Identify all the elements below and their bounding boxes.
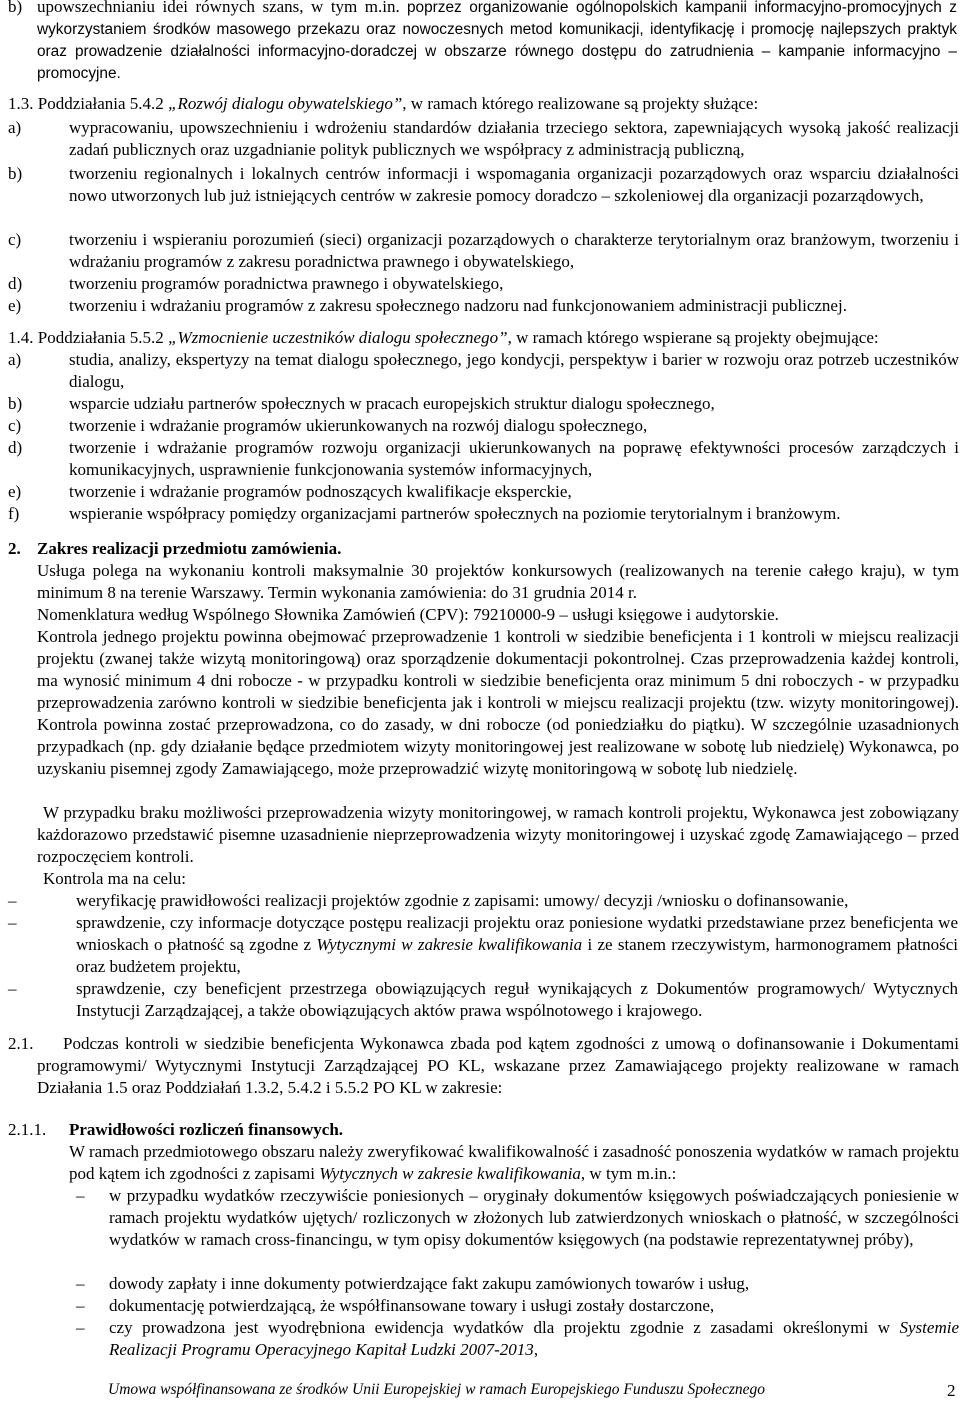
list-item: tworzeniu i wdrażaniu programów z zakresu społecznego nadzoru nad funkcjonowaniem administracji publicznej. <box>69 296 847 315</box>
dash-bullet: – <box>8 913 17 932</box>
section-tail: , w ramach którego realizowane są projekty służące: <box>402 94 759 113</box>
list-label: e) <box>8 296 22 315</box>
section-2-title: Zakres realizacji przedmiotu zamówienia. <box>37 539 342 558</box>
list-item: wspieranie współpracy pomiędzy organizacjami partnerów społecznych na poziomie terytorialnym i branżowym. <box>69 504 841 523</box>
dash-bullet: – <box>8 891 17 910</box>
paragraph <box>69 1141 959 1185</box>
list-item: wypracowaniu, upowszechnieniu i wdrożeniu standardów działania trzeciego sektora, zapewniających wysoką jakość realizacji zadań publicznych oraz uzgadnianie polityk publicznych we współpracy z administracją publiczną, <box>69 118 959 159</box>
section-lead: Poddziałania 5.5.2 <box>37 328 164 347</box>
list-label: c) <box>8 416 22 435</box>
section-number: 2.1.1. <box>8 1120 47 1139</box>
page-footer: Umowa współfinansowana ze środków Unii Europejskiej w ramach Europejskiego Funduszu Społecznego <box>108 1381 765 1398</box>
dash-bullet: – <box>8 979 17 998</box>
list-item: studia, analizy, ekspertyzy na temat dialogu społecznego, jego kondycji, perspektyw i barier w rozwoju oraz potrzeb uczestników dialogu, <box>69 350 959 391</box>
dash-bullet: – <box>76 1274 85 1293</box>
section-tail: , w ramach którego wspierane są projekty obejmujące: <box>507 328 879 347</box>
list-item-text: dokumentację potwierdzającą, że współfinansowane towary i usługi zostały dostarczone, <box>109 1296 715 1315</box>
paragraph: W przypadku braku możliwości przeprowadzenia wizyty monitoringowej, w ramach kontroli projektu, Wykonawca jest zobowiązany każdorazowo przedstawić pisemne uzasadnienie nieprzeprowadzenia wizyty monitoringowej i uzyskać zgodę Zamawiającego – przed rozpoczęciem kontroli. <box>37 803 959 866</box>
paragraph: Usługa polega na wykonaniu kontroli maksymalnie 30 projektów konkursowych (realizowanych na terenie całego kraju), w tym minimum 8 na terenie Warszawy. Termin wykonania zamówienia: do 31 grudnia 2014 r. <box>37 561 959 602</box>
list-item <box>109 1185 959 1251</box>
list-item-text: w przypadku wydatków rzeczywiście poniesionych – oryginały dokumentów księgowych poświadczających poniesienie w ramach projektu wydatków ujętych/ rozliczonych w złożonych lub zatwierdzonych wnioskach o płatność, w szczególności wydatków w ramach cross-financingu, w tym opisy dokumentów księgowych (na podstawie reprezentatywnej próby), <box>109 1186 959 1249</box>
list-item: tworzenie i wdrażanie programów rozwoju organizacji ukierunkowanych na poprawę efektywności procesów zarządczych i komunikacyjnych, usprawnienie funkcjonowania systemów informacyjnych, <box>69 438 959 479</box>
list-item-text: weryfikację prawidłowości realizacji projektów zgodnie z zapisami: umowy/ decyzji /wniosku o dofinansowanie, <box>76 891 849 910</box>
list-label: a) <box>8 350 22 369</box>
list-label: f) <box>8 504 20 523</box>
list-label: b) <box>8 164 23 183</box>
list-item: tworzenie i wdrażanie programów ukierunkowanych na rozwój dialogu społecznego, <box>69 416 648 435</box>
list-item: tworzeniu regionalnych i lokalnych centrów informacji i wspomagania organizacji pozarządowych oraz wsparciu działalności nowo utworzonych lub już istniejących centrów w zakresie pomocy doradczo – szkoleniowej dla organizacji pozarządowych, <box>69 164 959 205</box>
list-label: d) <box>8 274 23 293</box>
section-1-3-heading <box>8 93 958 115</box>
section-number: 2. <box>8 539 21 558</box>
dash-bullet: – <box>76 1296 85 1315</box>
section-title: „Rozwój dialogu obywatelskiego” <box>168 94 403 113</box>
dash-bullet: – <box>76 1186 85 1205</box>
list-item <box>76 890 958 912</box>
list-item-text: sprawdzenie, czy informacje dotyczące postępu realizacji projektu oraz poniesione wydatki przedstawiane przez beneficjenta we wnioskach o płatność są zgodne z <box>76 913 958 954</box>
section-2-1-1-title: Prawidłowości rozliczeń finansowych. <box>69 1120 344 1139</box>
list-item: tworzeniu i wspieraniu porozumień (sieci) organizacji pozarządowych o charakterze terytorialnym oraz branżowym, tworzeniu i wdrażaniu programów z zakresu poradnictwa prawnego i obywatelskiego, <box>69 230 959 271</box>
list-item <box>109 1273 959 1295</box>
section-title: „Wzmocnienie uczestników dialogu społecznego” <box>168 328 508 347</box>
list-item-italic: Systemie Realizacji Programu Operacyjnego Kapitał Ludzki 2007-2013 <box>109 1318 959 1359</box>
list-item-text: i ze stanem rzeczywistym, harmonogramem płatności oraz budżetem projektu, <box>76 935 958 976</box>
list-label: b) <box>8 0 23 16</box>
list-item-text: dowody zapłaty i inne dokumenty potwierdzające fakt zakupu zamówionych towarów i usług, <box>109 1274 750 1293</box>
paragraph-text: , w tym m.in.: <box>580 1164 677 1183</box>
paragraph: Podczas kontroli w siedzibie beneficjenta Wykonawca zbada pod kątem zgodności z umową o dofinansowanie i Dokumentami programowymi/ Wytycznymi Instytucji Zarządzającej PO KL, wskazane przez Zamawiającego projekty realizowane w ramach Działania 1.5 oraz Poddziałań 1.3.2, 5.4.2 i 5.5.2 PO KL w zakresie: <box>37 1034 959 1097</box>
list-item <box>76 912 958 978</box>
dash-bullet: – <box>76 1318 85 1337</box>
section-number: 1.3. <box>8 94 34 113</box>
intro-text: poprzez organizowanie ogólnopolskich kampanii informacyjno-promocyjnych z wykorzystaniem środków masowego przekazu oraz nowoczesnych metod komunikacji, identyfikację i promocję najlepszych praktyk oraz prowadzenie działalności informacyjno-doradczej w obszarze równego dostępu do zatrudnienia – kampanie informacyjno – promocyjne. <box>37 0 958 82</box>
list-item-text: , <box>533 1340 539 1359</box>
list-item: tworzeniu programów poradnictwa prawnego i obywatelskiego, <box>69 274 504 293</box>
section-number: 1.4. <box>8 328 34 347</box>
list-label: c) <box>8 230 22 249</box>
list-item <box>76 978 958 1022</box>
intro-paragraph <box>37 0 957 85</box>
page-number: 2 <box>947 1381 956 1400</box>
paragraph: Nomenklatura według Wspólnego Słownika Zamówień (CPV): 79210000-9 – usługi księgowe i audytorskie. <box>37 605 779 624</box>
list-item: wsparcie udziału partnerów społecznych w pracach europejskich struktur dialogu społecznego, <box>69 394 715 413</box>
paragraph-italic: Wytycznych w zakresie kwalifikowania <box>319 1164 581 1183</box>
paragraph: Kontrola ma na celu: <box>43 869 187 888</box>
list-item-text: sprawdzenie, czy beneficjent przestrzega obowiązujących reguł wynikających z Dokumentów programowych/ Wytycznych Instytucji Zarządzającej, a także obowiązujących aktów prawa wspólnotowego i krajowego. <box>76 979 958 1020</box>
list-label: e) <box>8 482 22 501</box>
paragraph: Kontrola jednego projektu powinna obejmować przeprowadzenie 1 kontroli w siedzibie beneficjenta i 1 kontroli w miejscu realizacji projektu (zwanej także wizytą monitoringową) oraz sporządzenie dokumentacji pokontrolnej. Czas przeprowadzenia każdej kontroli, ma wynosić minimum 4 dni robocze - w przypadku kontroli w siedzibie beneficjenta oraz minimum 5 dni roboczych - w przypadku przeprowadzenia zarówno kontroli w siedzibie beneficjenta jak i kontroli w miejscu realizacji projektu (tzw. wizyty monitoringowej). Kontrola powinna zostać przeprowadzona, co do zasady, w dni robocze (od poniedziałku do piątku). W szczególnie uzasadnionych przypadkach (np. gdy działanie będące przedmiotem wizyty monitoringowej jest realizowane w sobotę lub niedzielę) Wykonawca, po uzyskaniu pisemnej zgody Zamawiającego, może przeprowadzić wizytę monitoringową w sobotę lub niedzielę. <box>37 627 959 778</box>
section-number: 2.1. <box>8 1034 34 1053</box>
list-label: b) <box>8 394 23 413</box>
list-item: tworzenie i wdrażanie programów podnoszących kwalifikacje eksperckie, <box>69 482 572 501</box>
list-label: d) <box>8 438 23 457</box>
list-item <box>109 1295 959 1317</box>
section-1-4-heading <box>8 327 958 349</box>
intro-lead: upowszechnianiu idei równych szans, w tym m.in. <box>37 0 400 16</box>
paragraph-text: W ramach przedmiotowego obszaru należy zweryfikować kwalifikowalność i zasadność ponoszenia wydatków w ramach projektu pod kątem ich zgodności z zapisami <box>69 1142 959 1183</box>
list-label: a) <box>8 118 22 137</box>
list-item-italic: Wytycznymi w zakresie kwalifikowania <box>316 935 583 954</box>
section-lead: Poddziałania 5.4.2 <box>37 94 164 113</box>
list-item-text: czy prowadzona jest wyodrębniona ewidencja wydatków dla projektu zgodnie z zasadami określonymi w <box>109 1318 900 1337</box>
list-item <box>109 1317 959 1361</box>
